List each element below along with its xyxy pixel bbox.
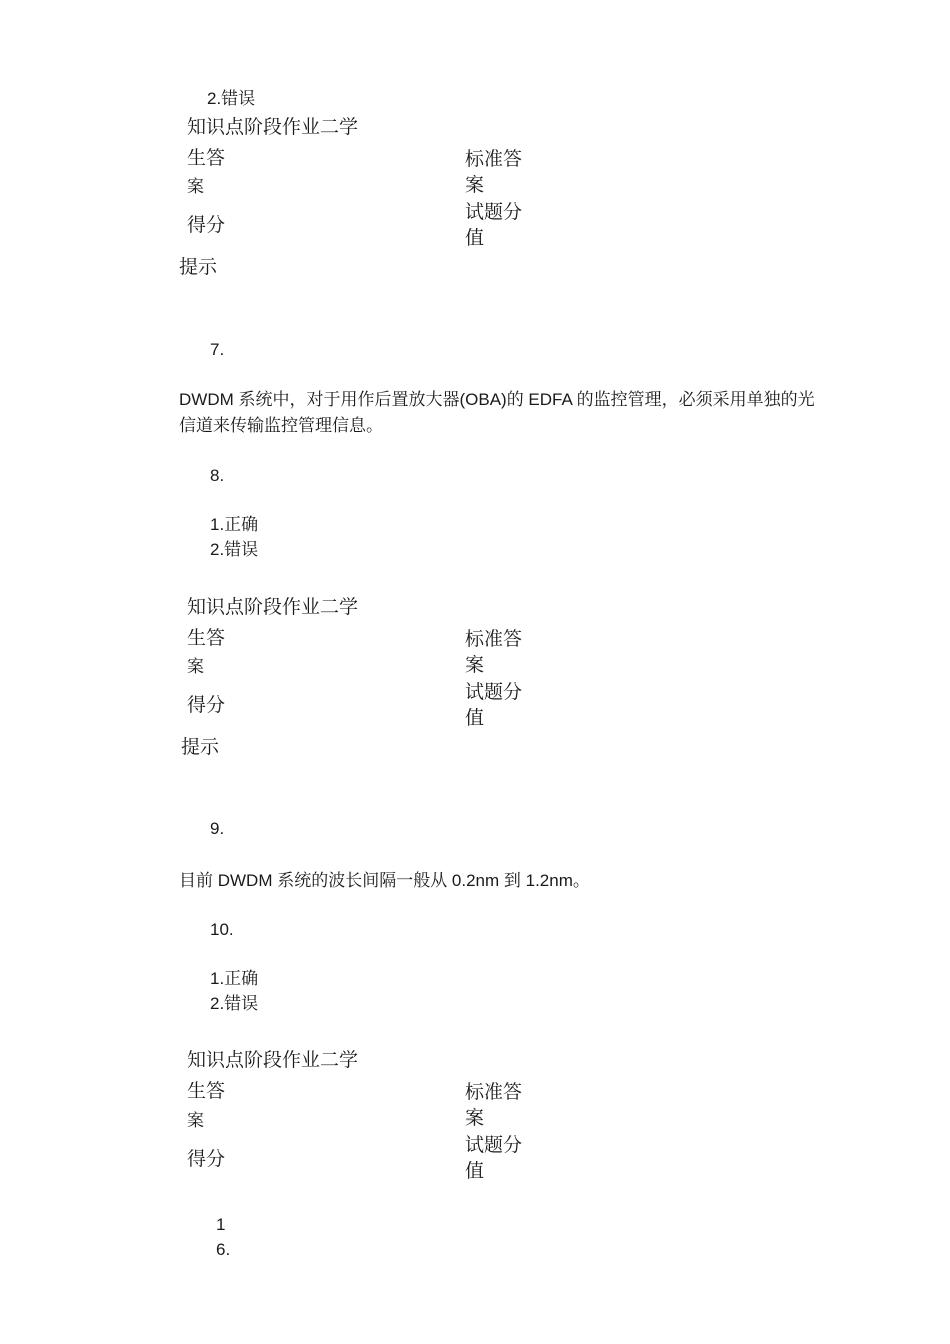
standard-answer-label-cont: 案 — [465, 175, 485, 196]
standard-answer-label: 标准答 — [465, 629, 523, 650]
question-value-label: 试题分 — [465, 202, 523, 223]
question-text: DWDM 系统中，对于用作后置放大器(OBA)的 EDFA 的监控管理，必须采用单独的光信道来传输监控管理信息。 — [179, 390, 815, 435]
student-answer-label: 生答 — [187, 1081, 226, 1102]
option-wrong[interactable]: 2.错误 — [210, 994, 259, 1013]
knowledge-point-label: 知识点阶段作业二学 — [187, 1050, 359, 1071]
question-value-label-cont: 值 — [465, 228, 485, 249]
question-number: 9. — [210, 819, 225, 838]
score-label: 得分 — [187, 215, 226, 236]
question-value-label: 试题分 — [465, 682, 523, 703]
option-wrong[interactable]: 2.错误 — [210, 540, 259, 559]
question-number-part1: 1 — [216, 1215, 226, 1234]
option-wrong: 2.错误 — [207, 89, 256, 108]
hint-label: 提示 — [181, 737, 220, 758]
knowledge-point-label: 知识点阶段作业二学 — [187, 597, 359, 618]
standard-answer-label: 标准答 — [465, 149, 523, 170]
student-answer-label: 生答 — [187, 628, 226, 649]
option-correct[interactable]: 1.正确 — [210, 969, 259, 988]
option-correct[interactable]: 1.正确 — [210, 515, 259, 534]
question-number: 10. — [210, 920, 234, 939]
question-number: 7. — [210, 340, 225, 359]
knowledge-point-label: 知识点阶段作业二学 — [187, 117, 359, 138]
student-answer-label-cont: 案 — [187, 657, 204, 676]
hint-label: 提示 — [179, 257, 218, 278]
standard-answer-label-cont: 案 — [465, 655, 485, 676]
question-number: 8. — [210, 466, 225, 485]
score-label: 得分 — [187, 1149, 226, 1170]
question-value-label-cont: 值 — [465, 1161, 485, 1182]
student-answer-label: 生答 — [187, 148, 226, 169]
student-answer-label-cont: 案 — [187, 177, 204, 196]
question-value-label-cont: 值 — [465, 708, 485, 729]
question-text: 目前 DWDM 系统的波长间隔一般从 0.2nm 到 1.2nm。 — [179, 871, 590, 890]
standard-answer-label-cont: 案 — [465, 1108, 485, 1129]
question-value-label: 试题分 — [465, 1135, 523, 1156]
score-label: 得分 — [187, 695, 226, 716]
student-answer-label-cont: 案 — [187, 1111, 204, 1130]
standard-answer-label: 标准答 — [465, 1082, 523, 1103]
question-number-part2: 6. — [216, 1240, 231, 1259]
